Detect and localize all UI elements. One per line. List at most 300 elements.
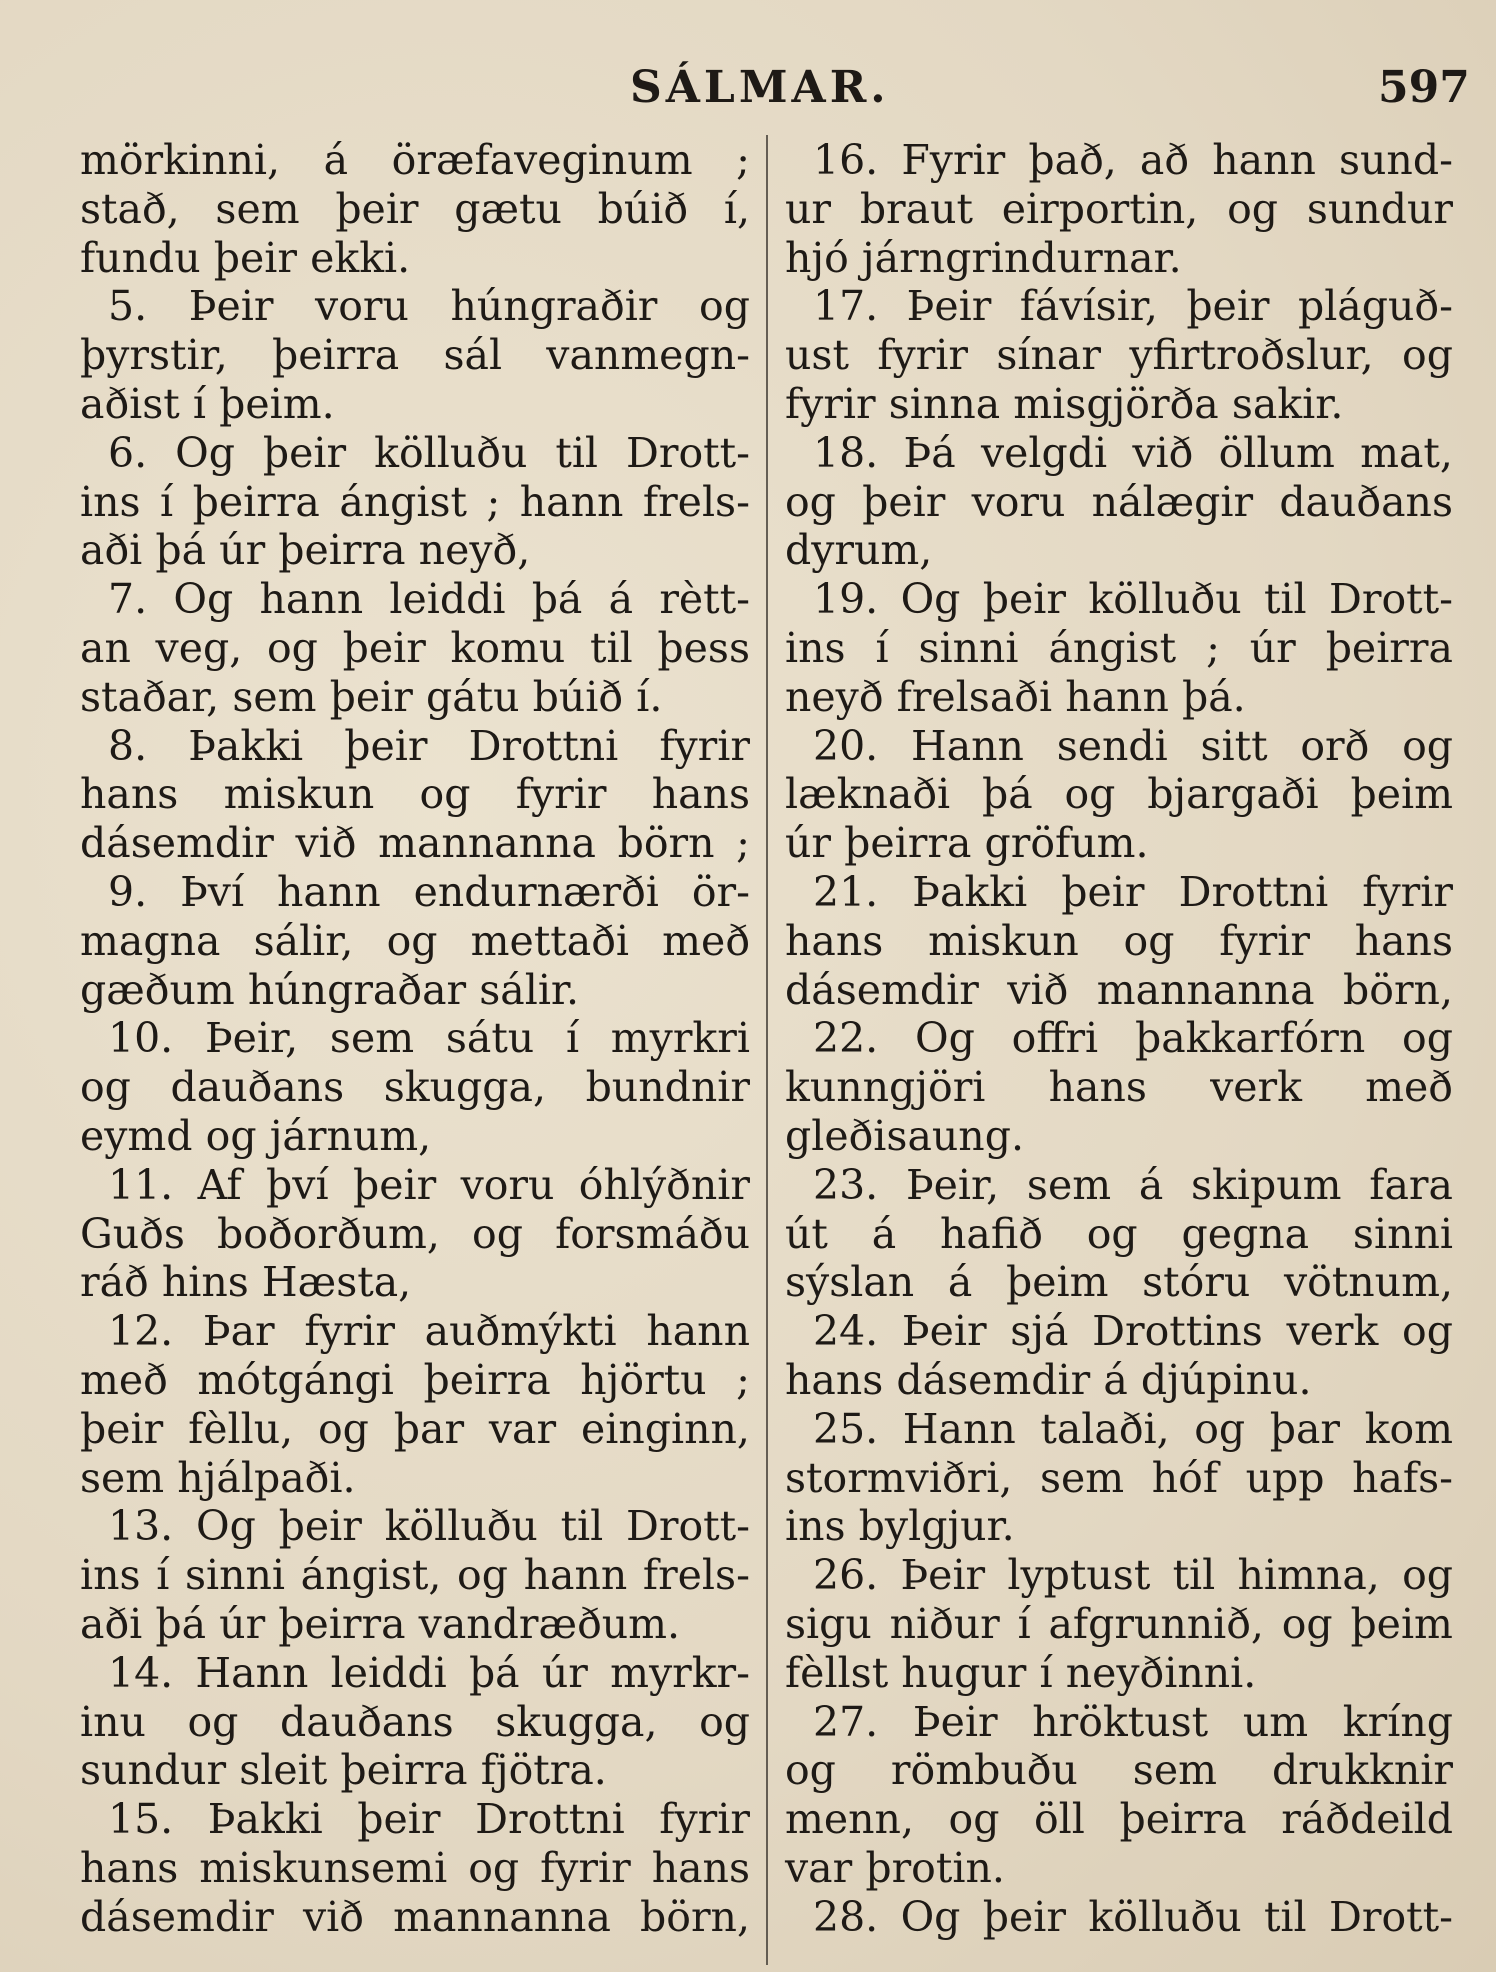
word: börn, [1343,965,1453,1014]
word: 8. [108,721,148,770]
word: skugga, [495,1697,658,1746]
text-line [785,526,1453,575]
text-line [785,1893,1453,1942]
word: drukknir [1271,1746,1453,1795]
text-line [785,282,1453,331]
word: járngrindurnar. [861,233,1182,282]
word: vandræðum. [418,1599,681,1648]
word: Þeir [901,1307,987,1356]
word: Drott- [1328,575,1453,624]
word: fèllst [785,1648,889,1697]
word: stað, [80,184,180,233]
word: sjá [1010,1307,1069,1356]
word: þess [657,623,750,672]
word: sálir, [253,916,354,965]
word: þrotin. [865,1843,1005,1892]
word: þar [1269,1404,1341,1453]
word: fyrir [1219,916,1310,965]
word: gröfum. [984,819,1149,868]
word: til [1263,1892,1307,1941]
word: gæðum [80,965,235,1014]
word: leiddi [330,1648,447,1697]
word: bylgjur. [858,1502,1015,1551]
word: þeirra [278,526,406,575]
word: dásemdir [896,1355,1091,1404]
word: menn, [785,1795,914,1844]
word: Þar [202,1307,275,1356]
word: voru [460,1160,555,1209]
word: kölluðu [1088,575,1242,624]
word: og [80,1063,131,1112]
word: og [699,1697,750,1746]
word: fyrir [659,1795,750,1844]
word: með [1365,1063,1453,1112]
word: Þakki [188,721,304,770]
text-line [785,1307,1453,1356]
word: hjó [785,233,849,282]
text-line [80,819,750,868]
text-line [80,1063,750,1112]
word: sitt [1200,721,1268,770]
word: hann [1212,136,1316,184]
text-line [785,234,1453,283]
word: mat, [1360,428,1453,477]
word: þeim [1005,1258,1109,1307]
word: fyrir [515,770,607,819]
text-line [80,1893,750,1942]
word: ángist [339,477,468,526]
text-line [80,234,750,283]
word: velgdi [980,428,1108,477]
text-line [785,1405,1453,1454]
word: í [1017,1599,1031,1648]
word: með [80,1355,168,1404]
word: Þeir [188,282,274,331]
word: miskun [223,770,375,819]
word: og [386,916,438,965]
text-line [785,1161,1453,1210]
word: hafið [940,1209,1043,1258]
text-line [785,185,1453,234]
word: þeir [1061,867,1145,916]
word: og [472,1209,523,1258]
word: upp [1245,1453,1325,1502]
word: Drottins [1092,1307,1263,1356]
word: við [295,819,357,868]
word: 28. [813,1892,879,1941]
text-line [80,575,750,624]
word: Drottni [468,721,619,770]
word: 17. [813,282,879,331]
word: í [156,1551,170,1600]
word: offri [1011,1014,1099,1063]
word: hans [1354,916,1453,965]
word: inu [80,1697,146,1746]
running-title: SÁLMAR. [630,62,890,113]
text-line [80,770,750,819]
word: stormviðri, [785,1453,1013,1502]
word: úr [785,819,832,868]
word: 25. [813,1404,879,1453]
word: ráðdeild [1281,1795,1453,1844]
word: í, [723,184,750,233]
word: hann [259,575,364,624]
word: skipum [1191,1160,1342,1209]
word: sundur [80,1746,227,1795]
word: þeir [262,428,347,477]
word: an [80,623,131,672]
word: búið [597,184,689,233]
word: 23. [813,1160,879,1209]
word: fyrir [785,379,876,428]
text-line [785,770,1453,819]
word: með [662,916,750,965]
text-line [785,1551,1453,1600]
text-line [785,1795,1453,1844]
word: við [302,1892,364,1941]
word: þá [531,575,583,624]
word: dauðans [1279,477,1453,526]
word: og [205,1111,257,1160]
word: endurnærði [413,867,659,916]
word: Og [915,1014,975,1063]
text-line [80,624,750,673]
word: ust [785,331,849,380]
text-line [80,1746,750,1795]
word: aðist [80,379,180,428]
word: stóru [1142,1258,1251,1307]
word: bjargaði [1147,770,1319,819]
word: Drottni [1178,867,1329,916]
word: þeim [1350,770,1453,819]
word: Þeir, [204,1014,299,1063]
word: og [266,623,318,672]
text-line [80,1649,750,1698]
word: Og [173,575,234,624]
word: 27. [813,1697,879,1746]
word: læknaði [785,770,951,819]
word: veg, [155,623,243,672]
text-line [785,478,1453,527]
word: þeirra [278,1599,406,1648]
word: 11. [108,1160,174,1209]
word: miskunsemi [199,1843,448,1892]
word: kölluðu [384,1502,538,1551]
word: því [266,1160,329,1209]
word: hafs- [1352,1453,1453,1502]
word: Og [175,428,235,477]
word: fyrir [304,1307,395,1356]
word: Hann [195,1648,309,1697]
word: sínar [996,331,1101,380]
word: mannanna [393,1892,611,1941]
word: Þeir [906,282,992,331]
word: voru [315,282,409,331]
word: og [1402,331,1453,380]
word: niður [889,1599,1000,1648]
word: sem [232,672,317,721]
word: og [1227,184,1279,233]
word: sakir. [1231,379,1344,428]
word: og [948,1795,1000,1844]
word: fyrir [540,1843,631,1892]
word: um [1242,1697,1309,1746]
text-line [785,1356,1453,1405]
word: til [590,623,633,672]
word: öræfaveginum [391,136,693,184]
word: börn, [640,1892,750,1941]
text-line [80,1405,750,1454]
text-line [80,1600,750,1649]
word: ins [785,623,846,672]
word: ; [1206,623,1220,672]
word: börn [617,819,715,868]
word: þeirra [1119,1795,1247,1844]
word: til [1172,1551,1216,1600]
word: orð [1300,721,1370,770]
word: hjörtu [580,1355,707,1404]
text-line [80,1014,750,1063]
word: húngraðir [450,282,658,331]
text-line [80,1258,750,1307]
text-line [80,917,750,966]
page-header [0,62,1496,132]
word: var [488,1404,557,1453]
word: þá [155,526,207,575]
word: rètt- [659,575,750,624]
word: verk [1286,1307,1379,1356]
word: þeirra [192,477,320,526]
word: aði [80,1599,143,1648]
word: hans [1048,1063,1147,1112]
word: komu [450,623,566,672]
word: í. [636,672,663,721]
word: frelsaði [896,672,1053,721]
word: mótgángi [197,1355,394,1404]
text-line [785,966,1453,1015]
word: Drottni [475,1795,625,1844]
word: gleðisaung. [785,1111,1024,1160]
word: Drott- [626,1502,750,1551]
word: sinna [888,379,1001,428]
word: í [1039,1648,1053,1697]
word: á [1103,1355,1128,1404]
text-line [785,1454,1453,1503]
word: 16. [813,136,879,184]
word: þeirra [340,1746,468,1795]
word: ins [785,1502,846,1551]
word: skugga, [383,1063,546,1112]
word: ins [80,1551,141,1600]
text-line [80,1307,750,1356]
text-line [785,1746,1453,1795]
word: hins [161,1258,249,1307]
word: þeir [342,623,426,672]
word: sálir. [479,965,580,1014]
word: eymd [80,1111,193,1160]
text-line [80,185,750,234]
text-line [785,1698,1453,1747]
word: sem [1026,1160,1112,1209]
word: 12. [108,1307,174,1356]
word: í [192,379,206,428]
word: 10. [108,1014,174,1063]
word: þeir [352,1160,437,1209]
word: og [785,477,836,526]
text-line [80,722,750,771]
word: mannanna [1096,965,1315,1014]
word: djúpinu. [1140,1355,1312,1404]
word: bundnir [585,1063,750,1112]
word: þeir [329,672,413,721]
word: 26. [813,1551,879,1600]
word: Því [180,867,245,916]
word: dauðans [280,1697,454,1746]
word: hans [785,916,884,965]
word: og [699,282,750,331]
word: 24. [813,1307,879,1356]
text-line [80,966,750,1015]
word: fávísir, [1019,282,1158,331]
word: dyrum, [785,526,933,575]
text-line [80,1112,750,1161]
word: fundu [80,233,201,282]
word: var [785,1843,853,1892]
word: dauðans [170,1063,345,1112]
word: og [1402,1551,1453,1600]
word: Þá [903,428,956,477]
word: dásemdir [785,965,979,1014]
word: þar [393,1404,465,1453]
word: sýslan [785,1258,915,1307]
word: á [947,1258,973,1307]
word: 7. [108,575,148,624]
word: sinni [1352,1209,1453,1258]
text-line [785,722,1453,771]
word: myrkri [610,1014,750,1063]
word: Og [900,1892,961,1941]
word: þyrstir, [80,331,228,380]
word: 21. [813,867,879,916]
word: hann [523,1551,628,1600]
text-line [80,673,750,722]
word: þeir [982,575,1066,624]
word: 20. [813,721,879,770]
word: Og [900,575,961,624]
word: einginn, [580,1404,750,1453]
word: þakkarfórn [1134,1014,1366,1063]
text-line [785,1649,1453,1698]
text-line [785,1210,1453,1259]
word: úr [219,526,266,575]
word: og [1194,1404,1246,1453]
word: ángist [1048,623,1177,672]
word: þeir [213,233,297,282]
word: þeim. [219,379,335,428]
word: frels- [642,477,750,526]
word: fjötra. [480,1746,607,1795]
word: og [419,770,471,819]
word: leiddi [389,575,506,624]
left-column [80,136,750,1941]
word: járnum, [269,1111,432,1160]
word: þeir [982,1892,1066,1941]
word: 14. [108,1648,174,1697]
word: hans [785,1355,884,1404]
word: gætu [454,184,562,233]
word: sátu [445,1014,535,1063]
text-line [785,136,1453,185]
word: ins [80,477,141,526]
text-line [80,1356,750,1405]
word: úr [219,1599,266,1648]
word: Þakki [912,867,1028,916]
text-line [80,1502,750,1551]
word: þeim [1350,1599,1453,1648]
word: kunngjöri [785,1063,986,1112]
word: ; [486,477,501,526]
word: sem [1132,1746,1217,1795]
word: sem [1039,1453,1125,1502]
word: út [785,1209,828,1258]
word: Þakki [207,1795,323,1844]
word: þeirra [271,331,400,380]
word: 19. [813,575,879,624]
text-line [80,282,750,331]
word: 18. [813,428,879,477]
word: Af [197,1160,242,1209]
word: í [160,477,174,526]
word: magna [80,916,221,965]
word: eirportin, [1001,184,1199,233]
word: og [318,1404,369,1453]
word: nálægir [1091,477,1254,526]
word: lyptust [1007,1551,1151,1600]
word: Hann [910,721,1024,770]
word: miskun [928,916,1079,965]
page-number: 597 [1378,62,1470,113]
word: 6. [108,428,148,477]
word: misgjörða [1013,379,1219,428]
word: úr [1249,623,1296,672]
word: að [1139,136,1190,184]
text-line [785,868,1453,917]
word: Drott- [1328,1892,1453,1941]
word: hjálpaði. [177,1453,356,1502]
word: við [1007,965,1069,1014]
word: kom [1364,1404,1453,1453]
text-line [785,673,1453,722]
word: þeir [80,1404,164,1453]
word: sinni [184,1551,286,1600]
word: mettaði [470,916,630,965]
word: þeirra [1325,623,1453,672]
word: Hann [902,1404,1016,1453]
word: öllum [1218,428,1335,477]
word: til [560,1502,604,1551]
word: auðmýkti [424,1307,617,1356]
word: öll [1034,1795,1085,1844]
word: mannanna [378,819,596,868]
word: og [1281,1599,1333,1648]
text-line [80,1844,750,1893]
word: hugur [901,1648,1027,1697]
word: sleit [239,1746,328,1795]
word: gátu [425,672,520,721]
word: forsmáðu [555,1209,750,1258]
word: og [785,1746,836,1795]
text-line [80,1210,750,1259]
